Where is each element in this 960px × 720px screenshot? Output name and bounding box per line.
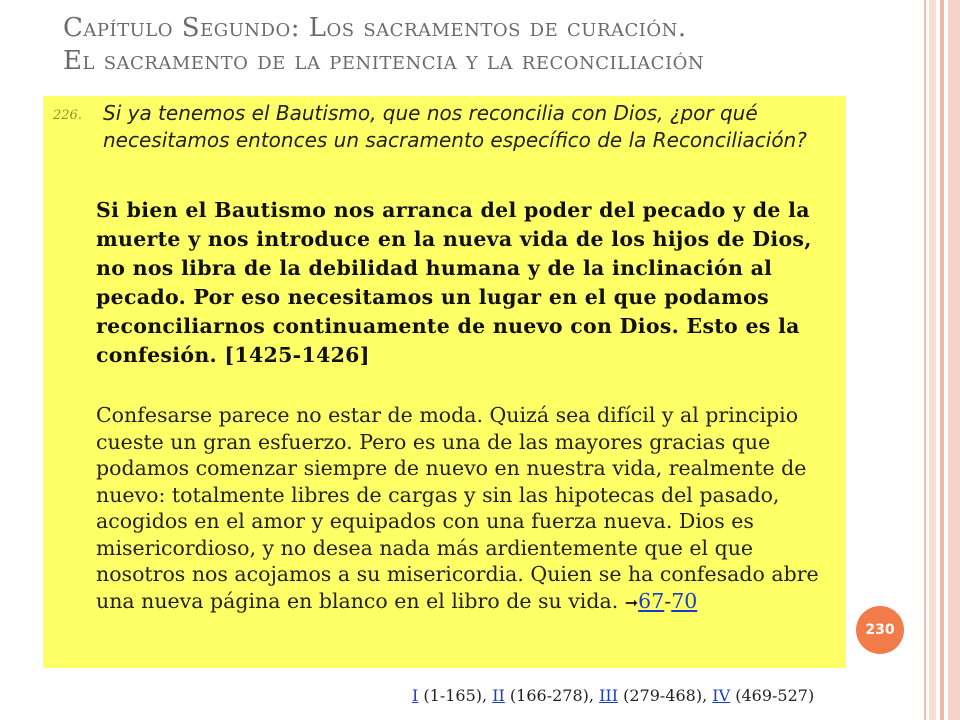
footer-link-part-1[interactable]: I	[412, 686, 419, 705]
reference-link-67[interactable]: 67	[638, 588, 665, 613]
slide-title-line2: El sacramento de la penitencia y la reconciliación	[63, 46, 705, 76]
question-number: 226.	[53, 108, 82, 123]
footer-range: (166-278),	[504, 686, 600, 705]
decorative-stripe	[924, 0, 926, 720]
decorative-stripe	[948, 0, 960, 720]
footer-range: (279-468),	[618, 686, 713, 705]
question-text: Si ya tenemos el Bautismo, que nos reconcilia con Dios, ¿por qué necesitamos entonces un sacramento específico de la Reconciliación?	[103, 101, 807, 152]
footer-range: (469-527)	[730, 686, 815, 705]
footer-link-part-4[interactable]: IV	[712, 686, 731, 705]
reference-link-70[interactable]: 70	[671, 588, 698, 613]
answer-text: Si bien el Bautismo nos arranca del poder del pecado y de la muerte y nos introduce en la nueva vida de los hijos de Dios, no nos libra de la debilidad humana y de la inclinación al pecado. Por eso necesitamos un lugar en el que podamos reconciliarnos continuamente de nuevo con Dios. Esto es la confesión. [1425-1426]	[96, 198, 812, 367]
slide-title	[63, 12, 883, 78]
commentary-body: Confesarse parece no estar de moda. Quizá sea difícil y al principio cueste un gran esfuerzo. Pero es una de las mayores gracias que podamos comenzar siempre de nuevo en nuestra vida, realmente de nuevo: totalmente libres de cargas y sin las hipotecas del pasado, acogidos en el amor y equipados con una fuerza nueva. Dios es misericordioso, y no desea nada más ardientemente que el que nosotros nos acojamos a su misericordia. Quien se ha confesado abre una nueva página en blanco en el libro de su vida.	[96, 403, 819, 613]
footer-link-part-2[interactable]: II	[492, 686, 505, 705]
page-number-badge: 230	[856, 606, 904, 654]
reference-separator: -	[664, 588, 672, 613]
decorative-stripe	[929, 0, 936, 720]
arrow-icon: ➞	[624, 592, 639, 612]
slide-title-line1: Capítulo Segundo: Los sacramentos de curación.	[63, 13, 687, 43]
commentary-text	[96, 402, 841, 616]
footer-navigation	[412, 686, 814, 705]
footer-range: (1-165),	[418, 686, 493, 705]
footer-link-part-3[interactable]: III	[599, 686, 619, 705]
decorative-stripe	[940, 0, 944, 720]
